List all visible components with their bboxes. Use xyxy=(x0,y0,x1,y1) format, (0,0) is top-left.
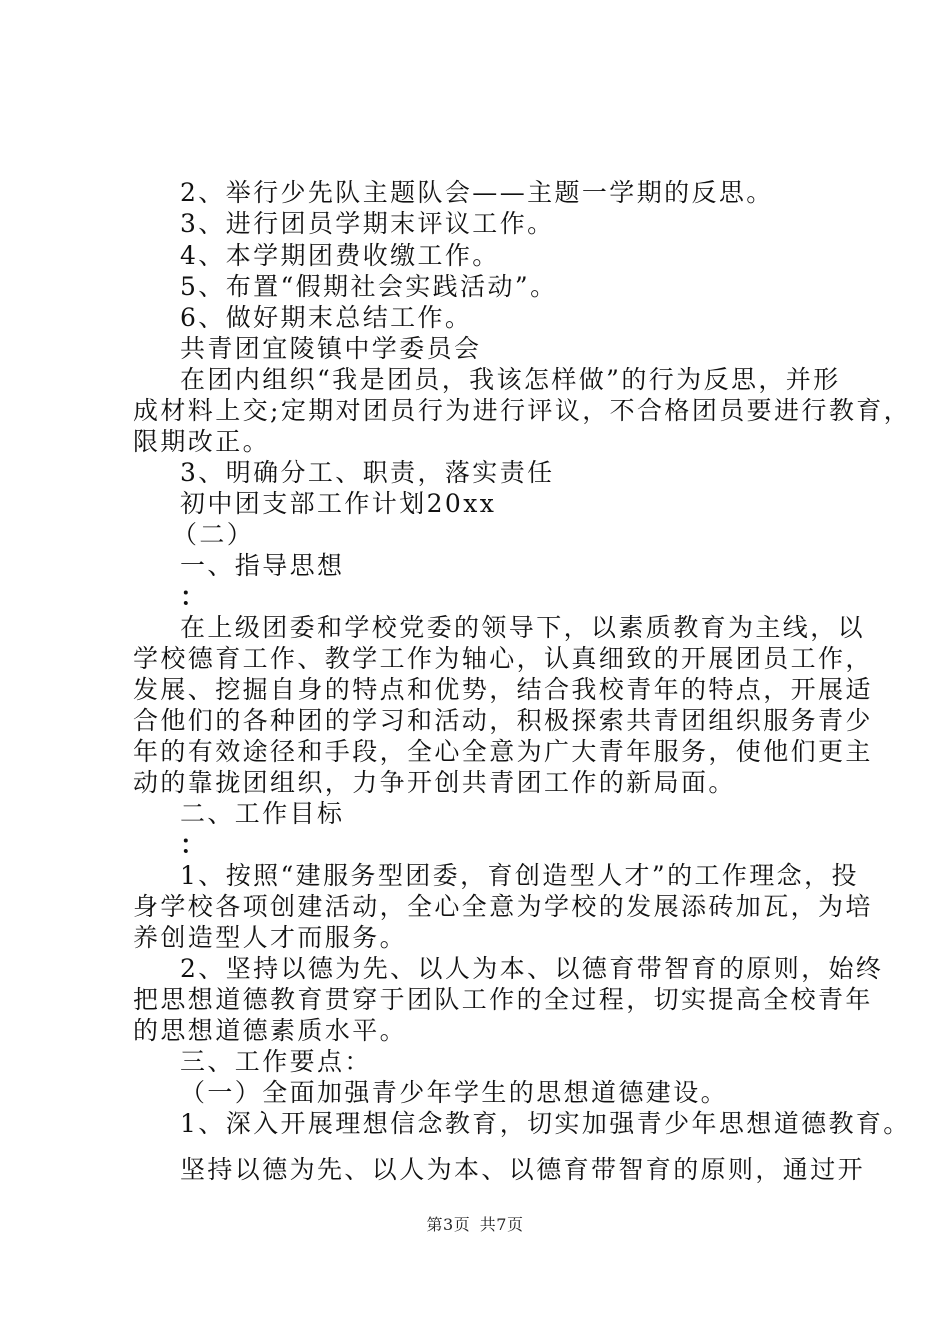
paragraph-line: 身学校各项创建活动，全心全意为学校的发展添砖加瓦，为培 xyxy=(133,892,873,921)
page-footer xyxy=(0,1212,950,1235)
text-line: 4、本学期团费收缴工作。 xyxy=(180,241,500,270)
paragraph-line: 1、按照“建服务型团委，育创造型人才”的工作理念，投 xyxy=(180,861,859,890)
paragraph-line: 学校德育工作、教学工作为轴心，认真细致的开展团员工作， xyxy=(133,644,873,673)
heading: 二、工作目标 xyxy=(180,799,345,828)
text-line: 成材料上交;定期对团员行为进行评议，不合格团员要进行教育， xyxy=(133,396,912,425)
text-line: 6、做好期末总结工作。 xyxy=(180,303,473,332)
colon-line: ： xyxy=(180,582,208,611)
paragraph-line: 在上级团委和学校党委的领导下，以素质教育为主线，以 xyxy=(180,613,866,642)
paragraph-line: 动的靠拢团组织，力争开创共青团工作的新局面。 xyxy=(133,768,736,797)
heading: 一、指导思想 xyxy=(180,551,345,580)
text-line: 2、举行少先队主题队会——主题一学期的反思。 xyxy=(180,178,774,207)
page-number: 第3页 xyxy=(426,1215,471,1234)
paragraph-line: 养创造型人才而服务。 xyxy=(133,923,408,952)
paragraph-line: 坚持以德为先、以人为本、以德育带智育的原则，通过开 xyxy=(180,1155,866,1184)
text-line: 3、明确分工、职责，落实责任 xyxy=(180,458,555,487)
colon-line: ： xyxy=(180,830,208,859)
paragraph-line: 合他们的各种团的学习和活动，积极探索共青团组织服务青少 xyxy=(133,706,873,735)
paragraph-line: 把思想道德教育贯穿于团队工作的全过程，切实提高全校青年 xyxy=(133,985,873,1014)
subheading: （一）全面加强青少年学生的思想道德建设。 xyxy=(180,1078,729,1107)
paragraph-line: 发展、挖掘自身的特点和优势，结合我校青年的特点，开展适 xyxy=(133,675,873,704)
text-line: 5、布置“假期社会实践活动”。 xyxy=(180,272,558,301)
text-line: 3、进行团员学期末评议工作。 xyxy=(180,209,555,238)
heading: 三、工作要点： xyxy=(180,1047,372,1076)
page-total: 共7页 xyxy=(479,1215,524,1234)
paragraph-line: 的思想道德素质水平。 xyxy=(133,1016,408,1045)
text-line: 在团内组织“我是团员，我该怎样做”的行为反思，并形 xyxy=(180,365,841,394)
text-line: 限期改正。 xyxy=(133,427,271,456)
paragraph-line: 1、深入开展理想信念教育，切实加强青少年思想道德教育。 xyxy=(180,1109,911,1138)
section-title: 初中团支部工作计划20xx xyxy=(180,489,497,518)
paragraph-line: 2、坚持以德为先、以人为本、以德育带智育的原则，始终 xyxy=(180,954,884,983)
section-subtitle: （二） xyxy=(172,520,255,549)
paragraph-line: 年的有效途径和手段，全心全意为广大青年服务，使他们更主 xyxy=(133,737,873,766)
signature-text: 共青团宜陵镇中学委员会 xyxy=(180,334,482,363)
